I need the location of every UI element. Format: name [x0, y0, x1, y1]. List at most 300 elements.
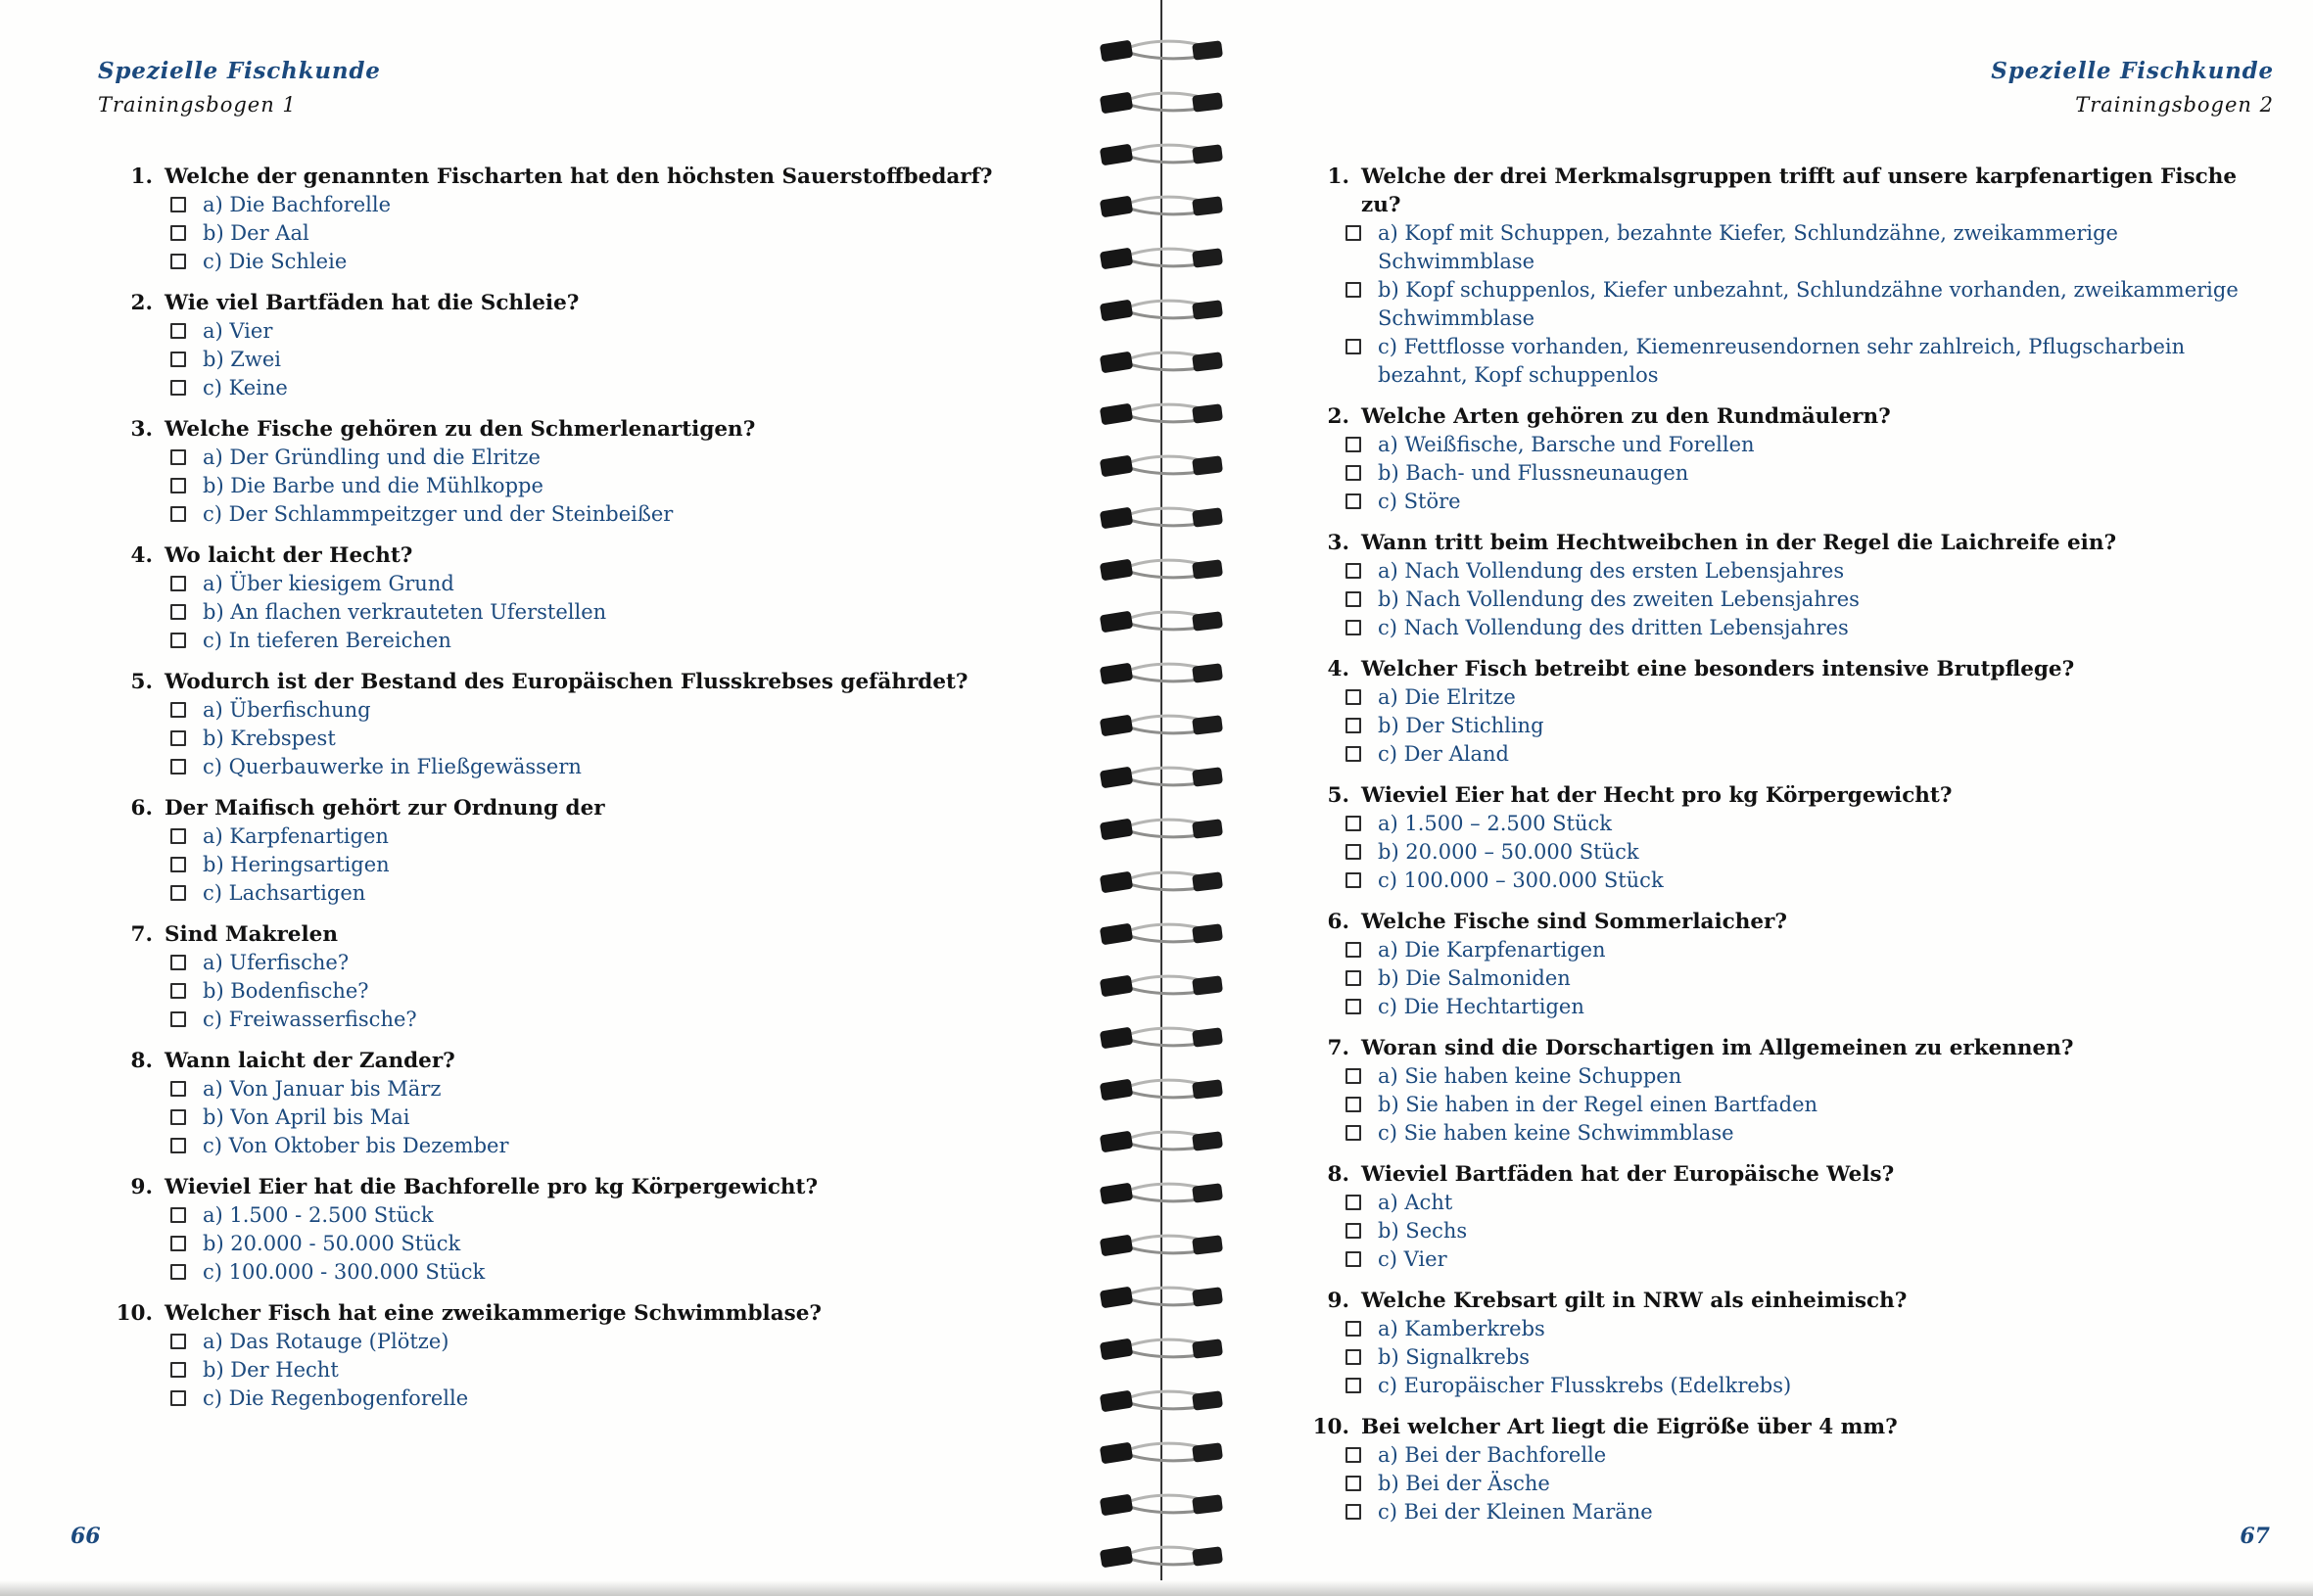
answer-list: [1345, 1315, 2274, 1400]
checkbox-icon[interactable]: [170, 828, 186, 844]
checkbox-icon[interactable]: [1345, 999, 1361, 1014]
answer-label: b) Von April bis Mai: [203, 1105, 410, 1129]
answer-label: b) Bei der Äsche: [1378, 1472, 1550, 1495]
answer-option[interactable]: [170, 598, 1060, 627]
question-number: 2.: [130, 291, 153, 315]
question-row: [98, 1299, 1060, 1328]
spiral-coil-icon: [1099, 658, 1224, 687]
checkbox-icon[interactable]: [1345, 1349, 1361, 1365]
answer-option[interactable]: [1345, 219, 2274, 276]
question-number: 9.: [130, 1175, 153, 1199]
question-text: Woran sind die Dorschartigen im Allgemeinen zu erkennen?: [1361, 1036, 2074, 1060]
checkbox-icon[interactable]: [170, 633, 186, 648]
question-row: [1295, 908, 2274, 936]
checkbox-icon[interactable]: [1345, 1321, 1361, 1337]
answer-option[interactable]: [1345, 557, 2274, 586]
answer-option[interactable]: [1345, 740, 2274, 769]
question-text: Welcher Fisch betreibt eine besonders intensive Brutpflege?: [1361, 657, 2075, 681]
question-text: Wann laicht der Zander?: [165, 1049, 455, 1073]
answer-option[interactable]: [170, 1385, 1060, 1413]
answer-label: c) Der Aland: [1378, 742, 1509, 766]
question-number: 1.: [130, 164, 153, 189]
answer-label: b) Der Stichling: [1378, 714, 1544, 737]
question-number: 3.: [130, 417, 153, 442]
answer-option[interactable]: [170, 346, 1060, 374]
answer-option[interactable]: [170, 374, 1060, 402]
checkbox-icon[interactable]: [170, 1207, 186, 1223]
page-subtitle: Trainingsbogen 2: [2075, 93, 2274, 117]
checkbox-icon[interactable]: [170, 225, 186, 241]
answer-option[interactable]: [1345, 810, 2274, 838]
answer-option[interactable]: [1345, 276, 2274, 333]
checkbox-icon[interactable]: [170, 1138, 186, 1153]
question-item: [1295, 402, 2274, 516]
question-text: Wo laicht der Hecht?: [165, 543, 413, 568]
answer-label: b) Der Aal: [203, 221, 309, 245]
spiral-coil-icon: [1099, 399, 1224, 428]
answer-option[interactable]: [1345, 1470, 2274, 1498]
answer-list: [170, 444, 1060, 529]
question-number: 5.: [130, 670, 153, 694]
question-item: [1295, 529, 2274, 642]
question-item: [98, 668, 1060, 781]
checkbox-icon[interactable]: [1345, 437, 1361, 452]
answer-label: b) Die Barbe und die Mühlkoppe: [203, 474, 543, 497]
answer-label: b) Sechs: [1378, 1219, 1468, 1243]
answer-option[interactable]: [170, 753, 1060, 781]
answer-option[interactable]: [170, 949, 1060, 977]
answer-label: b) Krebspest: [203, 727, 336, 750]
answer-option[interactable]: [1345, 459, 2274, 488]
answer-label: c) Freiwasserfische?: [203, 1008, 417, 1031]
answer-option[interactable]: [1345, 488, 2274, 516]
checkbox-icon[interactable]: [170, 254, 186, 269]
question-item: [1295, 781, 2274, 895]
question-row: [98, 415, 1060, 444]
checkbox-icon[interactable]: [1345, 1068, 1361, 1084]
answer-option[interactable]: [170, 1230, 1060, 1258]
checkbox-icon[interactable]: [170, 478, 186, 493]
spiral-coil-icon: [1099, 762, 1224, 791]
question-number: 4.: [1327, 657, 1349, 681]
question-number: 9.: [1327, 1289, 1349, 1313]
answer-list: [1345, 431, 2274, 516]
checkbox-icon[interactable]: [170, 1236, 186, 1251]
answer-option[interactable]: [1345, 333, 2274, 390]
answer-label: c) 100.000 - 300.000 Stück: [203, 1260, 486, 1284]
checkbox-icon[interactable]: [1345, 563, 1361, 579]
answer-option[interactable]: [1345, 1315, 2274, 1343]
answer-option[interactable]: [1345, 586, 2274, 614]
answer-option[interactable]: [1345, 1498, 2274, 1526]
answer-option[interactable]: [170, 696, 1060, 725]
answer-list: [1345, 557, 2274, 642]
spiral-coil-icon: [1099, 243, 1224, 272]
checkbox-icon[interactable]: [1345, 1504, 1361, 1520]
question-text: Welche Krebsart gilt in NRW als einheimisch?: [1361, 1289, 1908, 1313]
answer-label: c) Keine: [203, 376, 288, 399]
answer-label: b) Bach- und Flussneunaugen: [1378, 461, 1689, 485]
answer-option[interactable]: [1345, 1372, 2274, 1400]
answer-option[interactable]: [170, 191, 1060, 219]
page-title: Spezielle Fischkunde: [1991, 58, 2274, 84]
spiral-coil-icon: [1099, 606, 1224, 635]
answer-option[interactable]: [1345, 993, 2274, 1021]
question-number: 7.: [130, 922, 153, 947]
question-item: [98, 289, 1060, 402]
question-text: Welche Fische gehören zu den Schmerlenartigen?: [165, 417, 756, 442]
answer-label: a) Über kiesigem Grund: [203, 572, 454, 595]
answer-option[interactable]: [170, 1258, 1060, 1287]
question-item: [1295, 655, 2274, 769]
question-text: Wann tritt beim Hechtweibchen in der Regel die Laichreife ein?: [1361, 531, 2117, 555]
spiral-binding: [1085, 0, 1238, 1596]
answer-option[interactable]: [170, 1075, 1060, 1103]
answer-list: [170, 949, 1060, 1034]
checkbox-icon[interactable]: [1345, 872, 1361, 888]
answer-label: c) Fettflosse vorhanden, Kiemenreusendornen sehr zahlreich, Pflugscharbein bezahnt, Kopf schuppenlos: [1378, 335, 2186, 387]
spiral-coil-icon: [1099, 191, 1224, 220]
question-number: 2.: [1327, 404, 1349, 429]
question-row: [1295, 402, 2274, 431]
answer-option[interactable]: [1345, 431, 2274, 459]
spiral-coil-icon: [1099, 35, 1224, 65]
checkbox-icon[interactable]: [170, 1390, 186, 1406]
answer-option[interactable]: [1345, 1245, 2274, 1274]
spiral-coil-icon: [1099, 918, 1224, 948]
question-text: Wodurch ist der Bestand des Europäischen Flusskrebses gefährdet?: [165, 670, 968, 694]
answer-label: a) Nach Vollendung des ersten Lebensjahres: [1378, 559, 1845, 583]
answer-label: b) Der Hecht: [203, 1358, 339, 1382]
question-text: Welche der drei Merkmalsgruppen trifft auf unsere karpfenartigen Fische zu?: [1361, 164, 2238, 217]
spiral-coil-icon: [1099, 1489, 1224, 1519]
question-row: [1295, 655, 2274, 683]
checkbox-icon[interactable]: [1345, 1447, 1361, 1463]
spiral-coil-icon: [1099, 450, 1224, 480]
spiral-coil-icon: [1099, 1022, 1224, 1052]
checkbox-icon[interactable]: [1345, 339, 1361, 354]
answer-list: [170, 1201, 1060, 1287]
answer-option[interactable]: [170, 977, 1060, 1006]
question-text: Sind Makrelen: [165, 922, 338, 947]
question-number: 1.: [1327, 164, 1349, 189]
answer-label: a) Weißfische, Barsche und Forellen: [1378, 433, 1755, 456]
answer-label: a) Karpfenartigen: [203, 824, 389, 848]
page-bottom-edge: [0, 1580, 2313, 1596]
answer-option[interactable]: [170, 822, 1060, 851]
question-number: 8.: [130, 1049, 153, 1073]
checkbox-icon[interactable]: [170, 352, 186, 367]
question-item: [98, 1047, 1060, 1160]
question-text: Welcher Fisch hat eine zweikammerige Schwimmblase?: [165, 1301, 823, 1326]
checkbox-icon[interactable]: [170, 323, 186, 339]
checkbox-icon[interactable]: [1345, 282, 1361, 298]
spiral-coil-icon: [1099, 295, 1224, 324]
question-number: 8.: [1327, 1162, 1349, 1187]
question-number: 10.: [116, 1301, 153, 1326]
question-text: Welche Fische sind Sommerlaicher?: [1361, 910, 1787, 934]
spiral-coil-icon: [1099, 502, 1224, 532]
answer-option[interactable]: [1345, 964, 2274, 993]
checkbox-icon[interactable]: [1345, 942, 1361, 958]
question-row: [1295, 529, 2274, 557]
question-item: [98, 1299, 1060, 1413]
answer-label: b) Sie haben in der Regel einen Bartfaden: [1378, 1093, 1818, 1116]
question-row: [1295, 1413, 2274, 1441]
answer-label: a) Die Karpfenartigen: [1378, 938, 1606, 962]
answer-label: c) In tieferen Bereichen: [203, 629, 451, 652]
answer-option[interactable]: [1345, 1189, 2274, 1217]
answer-option[interactable]: [170, 851, 1060, 879]
answer-option[interactable]: [1345, 683, 2274, 712]
spiral-coils: [1099, 0, 1224, 1596]
answer-option[interactable]: [170, 725, 1060, 753]
question-text: Welche der genannten Fischarten hat den höchsten Sauerstoffbedarf?: [165, 164, 993, 189]
checkbox-icon[interactable]: [170, 857, 186, 872]
answer-list: [170, 317, 1060, 402]
answer-option[interactable]: [170, 472, 1060, 500]
question-number: 6.: [130, 796, 153, 821]
answer-label: b) Zwei: [203, 348, 282, 371]
checkbox-icon[interactable]: [170, 604, 186, 620]
answer-option[interactable]: [170, 570, 1060, 598]
answer-option[interactable]: [1345, 1217, 2274, 1245]
answer-option[interactable]: [1345, 1119, 2274, 1148]
answer-label: c) Die Hechtartigen: [1378, 995, 1584, 1018]
answer-option[interactable]: [1345, 1343, 2274, 1372]
answer-label: c) Störe: [1378, 490, 1461, 513]
checkbox-icon[interactable]: [1345, 591, 1361, 607]
checkbox-icon[interactable]: [170, 1362, 186, 1378]
spiral-coil-icon: [1099, 1230, 1224, 1259]
spiral-coil-icon: [1099, 87, 1224, 117]
answer-option[interactable]: [1345, 1062, 2274, 1091]
question-text: Bei welcher Art liegt die Eigröße über 4 mm?: [1361, 1415, 1898, 1439]
answer-label: a) Bei der Bachforelle: [1378, 1443, 1607, 1467]
question-text: Welche Arten gehören zu den Rundmäulern?: [1361, 404, 1891, 429]
checkbox-icon[interactable]: [1345, 746, 1361, 762]
answer-option[interactable]: [1345, 867, 2274, 895]
answer-option[interactable]: [1345, 1441, 2274, 1470]
spiral-coil-icon: [1099, 710, 1224, 739]
answer-list: [1345, 1062, 2274, 1148]
checkbox-icon[interactable]: [170, 983, 186, 999]
answer-label: b) 20.000 – 50.000 Stück: [1378, 840, 1639, 864]
checkbox-icon[interactable]: [1345, 970, 1361, 986]
spiral-coil-icon: [1099, 1437, 1224, 1467]
answer-list: [170, 191, 1060, 276]
answer-option[interactable]: [170, 317, 1060, 346]
question-row: [98, 163, 1060, 191]
answer-option[interactable]: [170, 1201, 1060, 1230]
question-row: [1295, 1034, 2274, 1062]
checkbox-icon[interactable]: [1345, 465, 1361, 481]
answer-option[interactable]: [170, 248, 1060, 276]
answer-label: a) Die Bachforelle: [203, 193, 392, 216]
answer-label: c) Querbauwerke in Fließgewässern: [203, 755, 582, 778]
answer-option[interactable]: [1345, 838, 2274, 867]
checkbox-icon[interactable]: [170, 759, 186, 775]
answer-label: b) Nach Vollendung des zweiten Lebensjahres: [1378, 587, 1860, 611]
question-row: [1295, 1287, 2274, 1315]
question-text: Wieviel Eier hat die Bachforelle pro kg Körpergewicht?: [165, 1175, 819, 1199]
spiral-coil-icon: [1099, 139, 1224, 168]
checkbox-icon[interactable]: [170, 1334, 186, 1349]
answer-label: a) Das Rotauge (Plötze): [203, 1330, 449, 1353]
spiral-coil-icon: [1099, 970, 1224, 1000]
answer-list: [170, 822, 1060, 908]
spiral-coil-icon: [1099, 554, 1224, 584]
checkbox-icon[interactable]: [170, 197, 186, 212]
checkbox-icon[interactable]: [170, 1081, 186, 1097]
question-item: [1295, 1160, 2274, 1274]
question-item: [98, 541, 1060, 655]
checkbox-icon[interactable]: [1345, 816, 1361, 831]
spiral-coil-icon: [1099, 867, 1224, 896]
checkbox-icon[interactable]: [1345, 1223, 1361, 1239]
left-page: [0, 0, 1087, 1596]
answer-label: a) Überfischung: [203, 698, 371, 722]
spiral-coil-icon: [1099, 1385, 1224, 1415]
answer-list: [1345, 936, 2274, 1021]
right-page-header: [1295, 57, 2274, 119]
answer-option[interactable]: [170, 1132, 1060, 1160]
answer-option[interactable]: [170, 219, 1060, 248]
answer-option[interactable]: [170, 500, 1060, 529]
checkbox-icon[interactable]: [170, 506, 186, 522]
checkbox-icon[interactable]: [170, 1109, 186, 1125]
checkbox-icon[interactable]: [1345, 844, 1361, 860]
answer-label: b) Heringsartigen: [203, 853, 390, 876]
checkbox-icon[interactable]: [1345, 1195, 1361, 1210]
answer-list: [1345, 683, 2274, 769]
answer-option[interactable]: [1345, 936, 2274, 964]
answer-option[interactable]: [1345, 1091, 2274, 1119]
question-row: [1295, 1160, 2274, 1189]
checkbox-icon[interactable]: [170, 576, 186, 591]
checkbox-icon[interactable]: [1345, 493, 1361, 509]
checkbox-icon[interactable]: [1345, 1378, 1361, 1393]
checkbox-icon[interactable]: [170, 449, 186, 465]
question-number: 3.: [1327, 531, 1349, 555]
answer-label: c) Lachsartigen: [203, 881, 366, 905]
checkbox-icon[interactable]: [170, 1264, 186, 1280]
answer-list: [170, 1075, 1060, 1160]
spiral-coil-icon: [1099, 1178, 1224, 1207]
answer-list: [1345, 810, 2274, 895]
answer-label: c) Vier: [1378, 1247, 1447, 1271]
checkbox-icon[interactable]: [170, 885, 186, 901]
answer-list: [1345, 1441, 2274, 1526]
spiral-coil-icon: [1099, 1282, 1224, 1311]
answer-label: b) Die Salmoniden: [1378, 966, 1571, 990]
answer-option[interactable]: [1345, 712, 2274, 740]
answer-label: c) Bei der Kleinen Maräne: [1378, 1500, 1653, 1524]
question-list: [98, 163, 1060, 1413]
answer-option[interactable]: [170, 1103, 1060, 1132]
answer-label: a) Uferfische?: [203, 951, 350, 974]
question-row: [98, 794, 1060, 822]
page-title: Spezielle Fischkunde: [98, 58, 381, 84]
answer-label: a) Acht: [1378, 1191, 1453, 1214]
checkbox-icon[interactable]: [170, 702, 186, 718]
answer-label: c) Von Oktober bis Dezember: [203, 1134, 509, 1157]
question-row: [98, 541, 1060, 570]
answer-option[interactable]: [170, 1006, 1060, 1034]
answer-list: [1345, 1189, 2274, 1274]
checkbox-icon[interactable]: [1345, 225, 1361, 241]
answer-list: [170, 696, 1060, 781]
answer-label: c) Nach Vollendung des dritten Lebensjahres: [1378, 616, 1849, 639]
checkbox-icon[interactable]: [1345, 620, 1361, 635]
answer-label: b) Signalkrebs: [1378, 1345, 1531, 1369]
question-number: 5.: [1327, 783, 1349, 808]
answer-label: a) Kopf mit Schuppen, bezahnte Kiefer, Schlundzähne, zweikammerige Schwimmblase: [1378, 221, 2118, 273]
answer-list: [170, 1328, 1060, 1413]
question-text: Der Maifisch gehört zur Ordnung der: [165, 796, 605, 821]
answer-label: a) Von Januar bis März: [203, 1077, 442, 1101]
answer-option[interactable]: [170, 879, 1060, 908]
question-item: [1295, 163, 2274, 390]
answer-label: a) Der Gründling und die Elritze: [203, 446, 541, 469]
question-item: [98, 794, 1060, 908]
answer-label: a) 1.500 - 2.500 Stück: [203, 1203, 434, 1227]
checkbox-icon[interactable]: [1345, 1097, 1361, 1112]
question-number: 4.: [130, 543, 153, 568]
spiral-coil-icon: [1099, 1334, 1224, 1363]
answer-label: b) Kopf schuppenlos, Kiefer unbezahnt, Schlundzähne vorhanden, zweikammerige Schwimmblase: [1378, 278, 2239, 330]
answer-option[interactable]: [170, 627, 1060, 655]
answer-option[interactable]: [170, 444, 1060, 472]
question-number: 6.: [1327, 910, 1349, 934]
question-row: [98, 920, 1060, 949]
checkbox-icon[interactable]: [1345, 1251, 1361, 1267]
question-row: [98, 289, 1060, 317]
question-list: [1295, 163, 2274, 1526]
spiral-coil-icon: [1099, 347, 1224, 376]
answer-label: c) Die Regenbogenforelle: [203, 1386, 469, 1410]
checkbox-icon[interactable]: [1345, 689, 1361, 705]
checkbox-icon[interactable]: [1345, 1476, 1361, 1491]
answer-label: c) Europäischer Flusskrebs (Edelkrebs): [1378, 1374, 1792, 1397]
checkbox-icon[interactable]: [170, 380, 186, 396]
page-subtitle: Trainingsbogen 1: [98, 93, 297, 117]
question-item: [98, 163, 1060, 276]
checkbox-icon[interactable]: [170, 1011, 186, 1027]
checkbox-icon[interactable]: [170, 955, 186, 970]
checkbox-icon[interactable]: [1345, 1125, 1361, 1141]
answer-list: [170, 570, 1060, 655]
spiral-coil-icon: [1099, 1541, 1224, 1571]
answer-option[interactable]: [170, 1328, 1060, 1356]
question-text: Wieviel Eier hat der Hecht pro kg Körpergewicht?: [1361, 783, 1953, 808]
answer-option[interactable]: [170, 1356, 1060, 1385]
answer-list: [1345, 219, 2274, 390]
question-row: [98, 1047, 1060, 1075]
answer-label: a) Sie haben keine Schuppen: [1378, 1064, 1682, 1088]
answer-label: c) Sie haben keine Schwimmblase: [1378, 1121, 1734, 1145]
question-item: [1295, 1034, 2274, 1148]
question-text: Wie viel Bartfäden hat die Schleie?: [165, 291, 580, 315]
answer-label: a) Kamberkrebs: [1378, 1317, 1545, 1340]
question-row: [1295, 163, 2274, 219]
checkbox-icon[interactable]: [170, 730, 186, 746]
answer-label: c) Die Schleie: [203, 250, 348, 273]
answer-option[interactable]: [1345, 614, 2274, 642]
checkbox-icon[interactable]: [1345, 718, 1361, 733]
spiral-coil-icon: [1099, 1126, 1224, 1155]
answer-label: c) Der Schlammpeitzger und der Steinbeißer: [203, 502, 674, 526]
